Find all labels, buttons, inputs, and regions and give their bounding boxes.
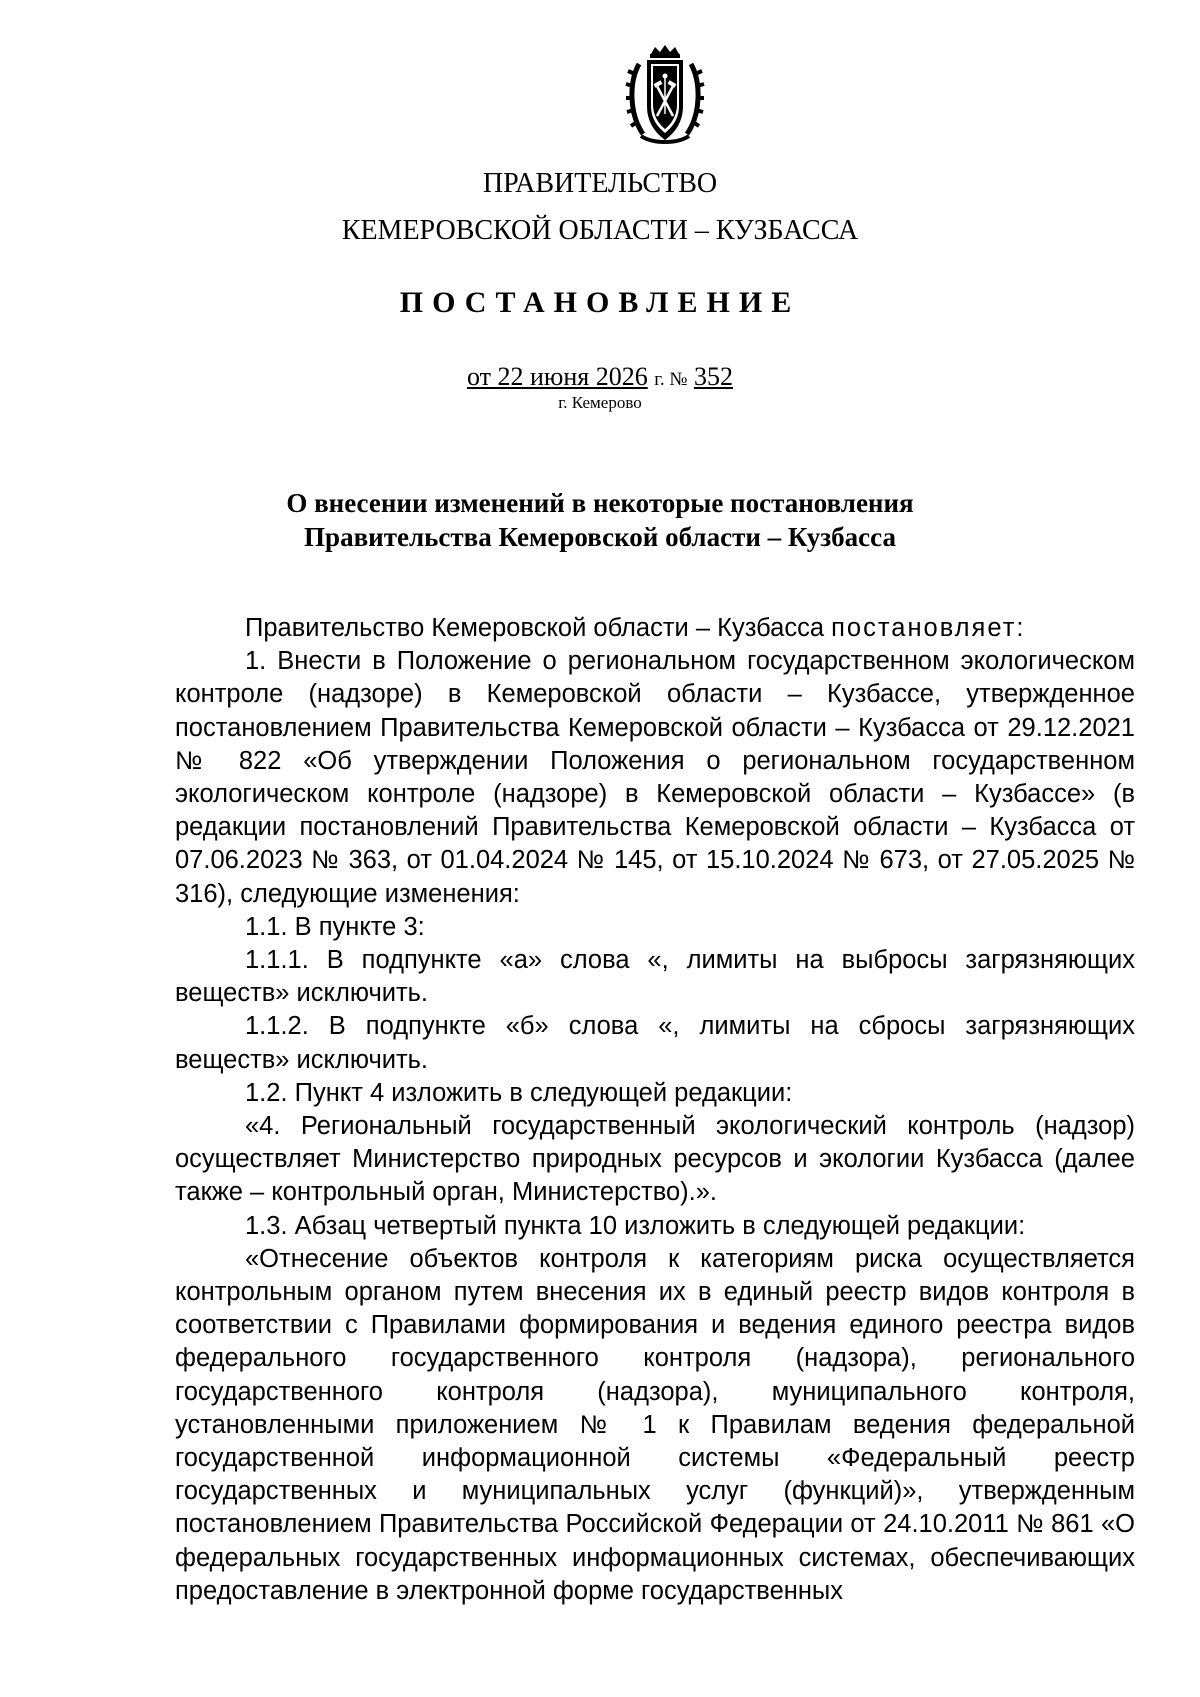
title-line2: Правительства Кемеровской области – Кузбасса — [304, 522, 896, 552]
intro-paragraph — [175, 612, 1135, 645]
number-label: г. № — [654, 369, 688, 390]
paragraph-1-2: 1.2. Пункт 4 изложить в следующей редакции: — [245, 1078, 793, 1107]
coat-of-arms-icon — [625, 44, 705, 148]
document-number: 352 — [694, 362, 733, 391]
org-name-line2: КЕМЕРОВСКОЙ ОБЛАСТИ – КУЗБАССА — [341, 215, 859, 246]
title-line1: О внесении изменений в некоторые постановления — [286, 488, 914, 518]
paragraph-1-1-1: 1.1.1. В подпункте «а» слова «, лимиты на выбросы загрязняющих веществ» исключить. — [175, 946, 1135, 1008]
date-number-line — [0, 362, 1200, 395]
paragraph-1: 1. Внести в Положение о региональном государственном экологическом контроле (надзоре) в Кемеровской области – Кузбассе, утвержденное постановлением Правительства Кемеровской области – Кузбасса от 29.12.2021 № 822 «Об утверждении Положения о региональном государственном экологическом контроле (надзоре) в Кемеровской области – Кузбассе» (в редакции постановлений Правительства Кемеровской области – Кузбасса от 07.06.2023 № 363, от 01.04.2024 № 145, от 15.10.2024 № 673, от 27.05.2025 № 316), следующие изменения: — [175, 647, 1135, 908]
paragraph-risk-categories: «Отнесение объектов контроля к категориям риска осуществляется контрольным органом путем внесения их в единый реестр видов контроля в соответствии с Правилами формирования и ведения единого реестра видов федерального государственного контроля (надзора), регионального государственного контроля (надзора), муниципального контроля, установленными приложением № 1 к Правилам ведения федеральной государственной информационной системы «Федеральный реестр государственных и муниципальных услуг (функций)», утвержденным постановлением Правительства Российской Федерации от 24.10.2011 № 861 «О федеральных государственных информационных системах, обеспечивающих предоставление в электронной форме государственных — [175, 1244, 1135, 1605]
document-title — [0, 486, 1200, 554]
document-type-heading: ПОСТАНОВЛЕНИЕ — [399, 286, 801, 319]
paragraph-1-3: 1.3. Абзац четвертый пункта 10 изложить в следующей редакции: — [245, 1211, 1026, 1240]
org-name-line1: ПРАВИТЕЛЬСТВО — [482, 168, 718, 199]
document-date: от 22 июня 2026 — [466, 362, 648, 391]
intro-text: Правительство Кемеровской области – Кузбасса — [245, 614, 825, 642]
paragraph-point-4-text: «4. Региональный государственный экологический контроль (надзор) осуществляет Министерство природных ресурсов и экологии Кузбасса (далее также – контрольный орган, Министерство).». — [175, 1112, 1135, 1207]
document-body — [175, 612, 1135, 1608]
intro-verb: постановляет: — [831, 614, 1026, 642]
paragraph-1-1-2: 1.1.2. В подпункте «б» слова «, лимиты на сбросы загрязняющих веществ» исключить. — [175, 1012, 1135, 1074]
city-label: г. Кемерово — [558, 393, 642, 412]
paragraph-1-1: 1.1. В пункте 3: — [245, 912, 425, 941]
